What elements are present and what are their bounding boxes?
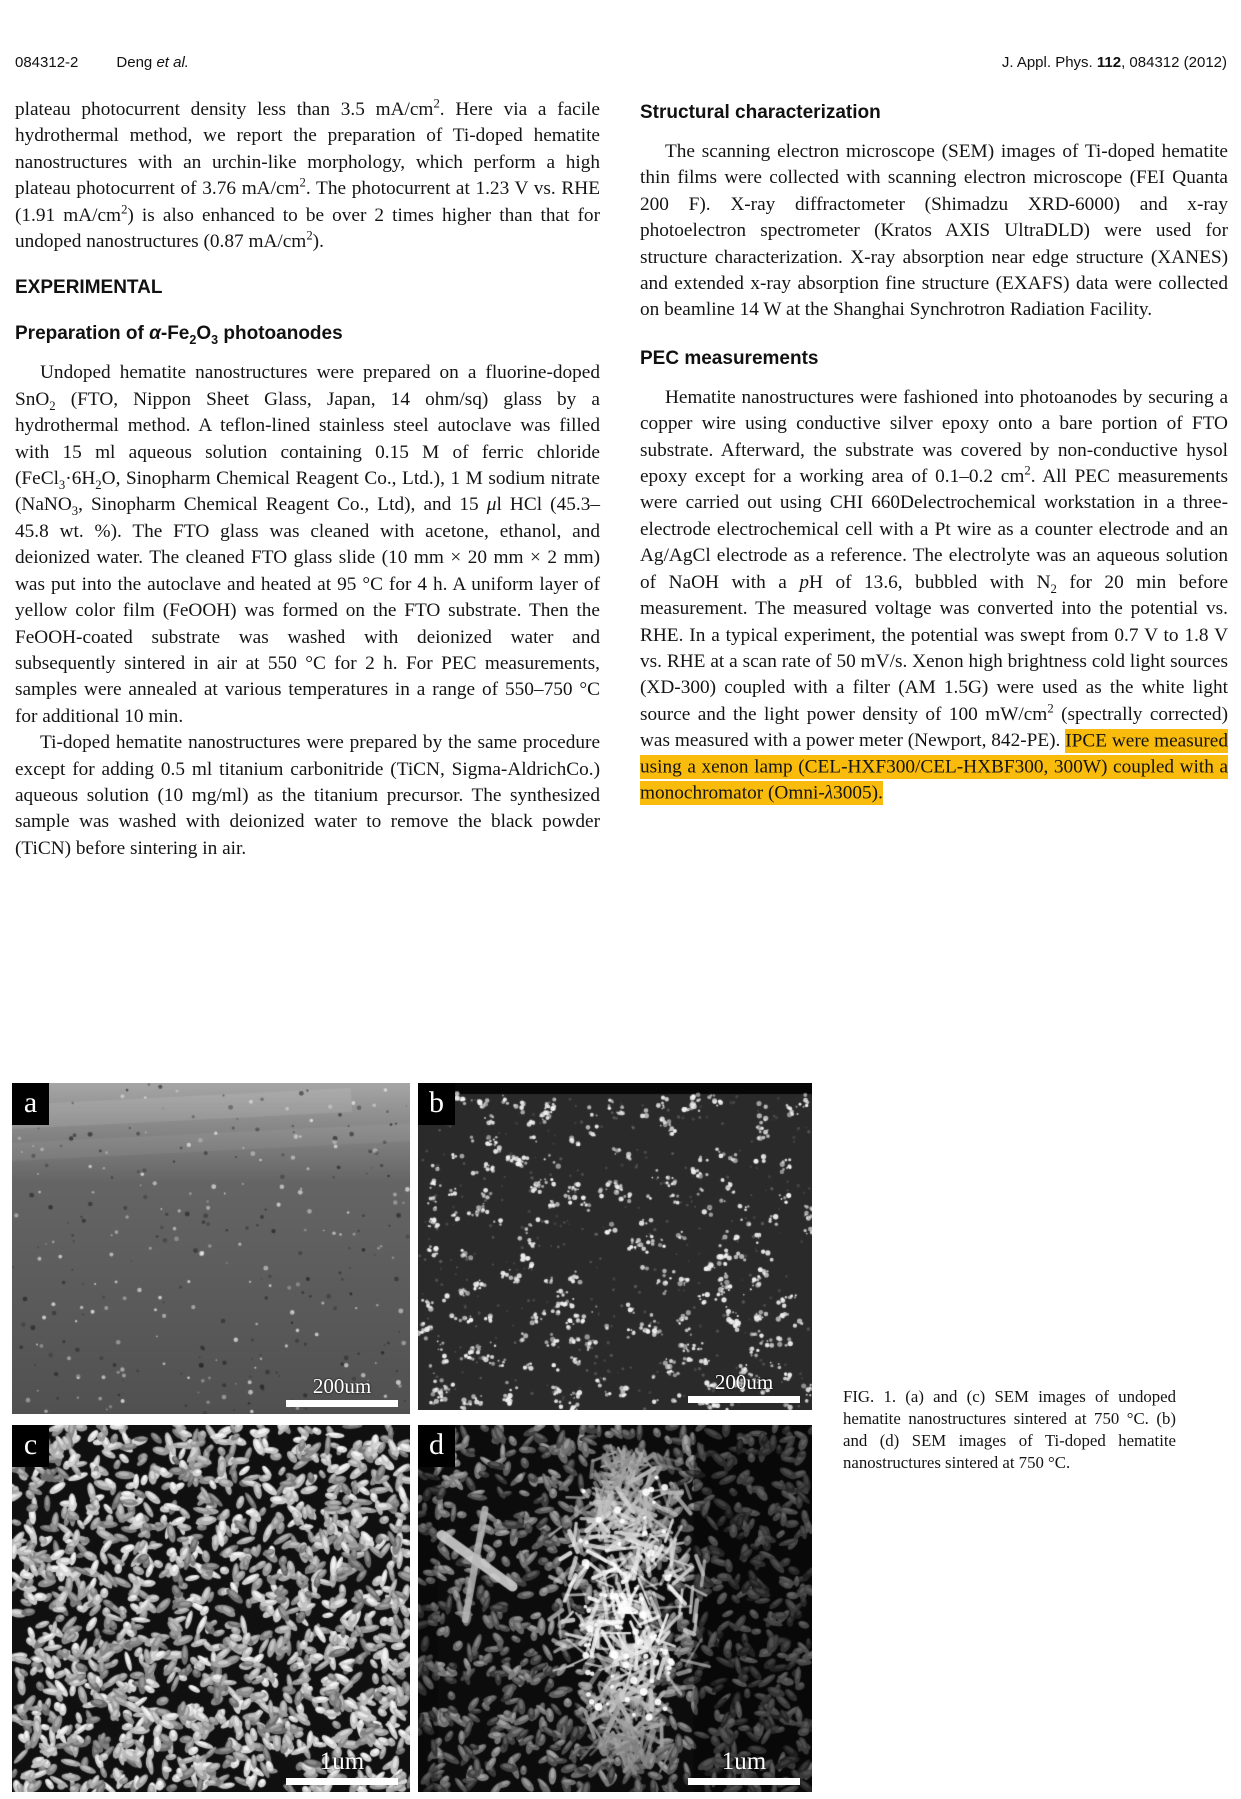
subsection-heading-pec: PEC measurements	[640, 347, 819, 369]
journal-volume: 112	[1096, 54, 1122, 71]
scale-bar-line-b	[688, 1396, 800, 1403]
scale-bar-c	[286, 1749, 398, 1785]
sem-panel-d	[418, 1425, 812, 1792]
panel-label-c: c	[12, 1425, 49, 1467]
running-header-right	[1002, 54, 1227, 71]
scale-text-d: 1um	[721, 1747, 767, 1775]
scale-text-c: 1um	[319, 1747, 365, 1775]
panel-label-a: a	[12, 1083, 49, 1125]
preparation-paragraph-2: Ti-doped hematite nanostructures were prepared by the same procedure except for adding 0.5 ml titanium carbonitride (TiCN, Sigma-AldrichCo.) aqueous solution (10 mg/ml) as the titanium precursor. The synthesized sample was washed with deionized water to remove the black powder (TiCN) before sintering in air.	[15, 732, 600, 859]
pec-paragraph: Hematite nanostructures were fashioned into photoanodes by securing a copper wire using conductive silver epoxy onto a bare portion of FTO substrate. Afterward, the substrate was covered by non-conductive hysol epoxy except for a working area of 0.1–0.2 $cm^2$. All PEC measurements were carried out using CHI 660Delectrochemical workstation in a three-electrode electrochemical cell with a Pt wire as a counter electrode and an Ag/AgCl electrode as a reference. The electrolyte was an aqueous solution of NaOH with a pH of 13.6, bubbled with $N_2$ for 20 min before measurement. The measured voltage was converted into the potential vs. RHE. In a typical experiment, the potential was swept from 0.7 V to 1.8 V vs. RHE at a scan rate of 50 mV/s. Xenon high brightness cold light sources (XD-300) coupled with a filter (AM 1.5G) were used as the white light source and the light power density of 100 $mW/cm^2$ (spectrally corrected) was measured with a power meter (Newport, 842-PE). IPCE were measured using a xenon lamp (CEL-HXF300/CEL-HXBF300, 300W) coupled with a monochromator (Omni-λ3005).	[640, 386, 1229, 804]
scale-bar-line-c	[286, 1778, 398, 1785]
author-etal: et al.	[156, 54, 189, 71]
scale-bar-d	[688, 1749, 800, 1785]
running-header-left	[15, 54, 189, 71]
sem-panel-c	[12, 1425, 410, 1792]
sem-image-c	[12, 1425, 410, 1792]
scale-bar-b	[688, 1371, 800, 1403]
journal-name: J. Appl. Phys.	[1001, 54, 1097, 71]
sem-panel-a	[12, 1083, 410, 1414]
subsection-heading-preparation: Preparation of $\alpha-Fe_2O_3$ photoanodes	[15, 323, 343, 348]
sem-image-d	[418, 1425, 812, 1792]
scale-text-a: 200um	[312, 1373, 372, 1398]
scale-text-b: 200um	[714, 1369, 774, 1394]
panel-label-d: d	[418, 1425, 455, 1467]
panel-label-b: b	[418, 1083, 455, 1125]
journal-issue: , 084312 (2012)	[1121, 54, 1227, 71]
structural-paragraph: The scanning electron microscope (SEM) images of Ti-doped hematite thin films were collected with scanning electron microscope (FEI Quanta 200 F). X-ray diffractometer (Shimadzu XRD-6000) and x-ray photoelectron spectrometer (Kratos AXIS UltraDLD) were used for structure characterization. X-ray absorption near edge structure (XANES) and extended x-ray absorption fine structure (EXAFS) data were collected on beamline 14 W at the Shanghai Synchrotron Radiation Facility.	[640, 141, 1228, 321]
right-column	[640, 97, 1228, 807]
intro-paragraph: plateau photocurrent density less than 3.5 $mA/cm^2$. Here via a facile hydrothermal method, we report the preparation of Ti-doped hematite nanostructures with an urchin-like morphology, which perform a high plateau photocurrent of 3.76 $mA/cm^2$. The photocurrent at 1.23 V vs. RHE (1.91 $mA/cm^2$) is also enhanced to be over 2 times higher than that for undoped nanostructures (0.87 $mA/cm^2$).	[15, 96, 600, 253]
left-column	[15, 97, 600, 862]
scale-bar-line-a	[286, 1400, 398, 1407]
scale-bar-line-d	[688, 1778, 800, 1785]
preparation-paragraph-1: Undoped hematite nanostructures were prepared on a fluorine-doped SnO$_2$ (FTO, Nippon Sheet Glass, Japan, 14 ohm/sq) glass by a hydrothermal method. A teflon-lined stainless steel autoclave was filled with 15 ml aqueous solution containing 0.15 M of ferric chloride ($FeCl_3\cdot 6H_2O$, Sinopharm Chemical Reagent Co., Ltd.), 1 M sodium nitrate (NaNO$_3$, Sinopharm Chemical Reagent Co., Ltd), and 15 μl HCl (45.3–45.8 wt. %). The FTO glass was cleaned with acetone, ethanol, and deionized water. The cleaned FTO glass slide (10 mm × 20 mm × 2 mm) was put into the autoclave and heated at 95 °C for 4 h. A uniform layer of yellow color film (FeOOH) was formed on the FTO substrate. Then the FeOOH-coated substrate was washed with deionized water and subsequently sintered in air at 550 °C for 2 h. For PEC measurements, samples were annealed at various temperatures in a range of 550–750 °C for additional 10 min.	[15, 362, 600, 727]
sem-image-a	[12, 1083, 410, 1414]
section-heading-experimental: EXPERIMENTAL	[15, 277, 163, 299]
sem-image-b	[418, 1083, 812, 1410]
figure-caption: FIG. 1. (a) and (c) SEM images of undoped hematite nanostructures sintered at 750 °C. (b) and (d) SEM images of Ti-doped hematite nanostructures sintered at 750 °C.	[843, 1387, 1176, 1472]
subsection-heading-structural: Structural characterization	[640, 102, 881, 123]
sem-panel-b	[418, 1083, 812, 1410]
page-id: 084312-2	[15, 54, 79, 71]
author-name: Deng	[116, 54, 157, 71]
scale-bar-a	[286, 1375, 398, 1407]
